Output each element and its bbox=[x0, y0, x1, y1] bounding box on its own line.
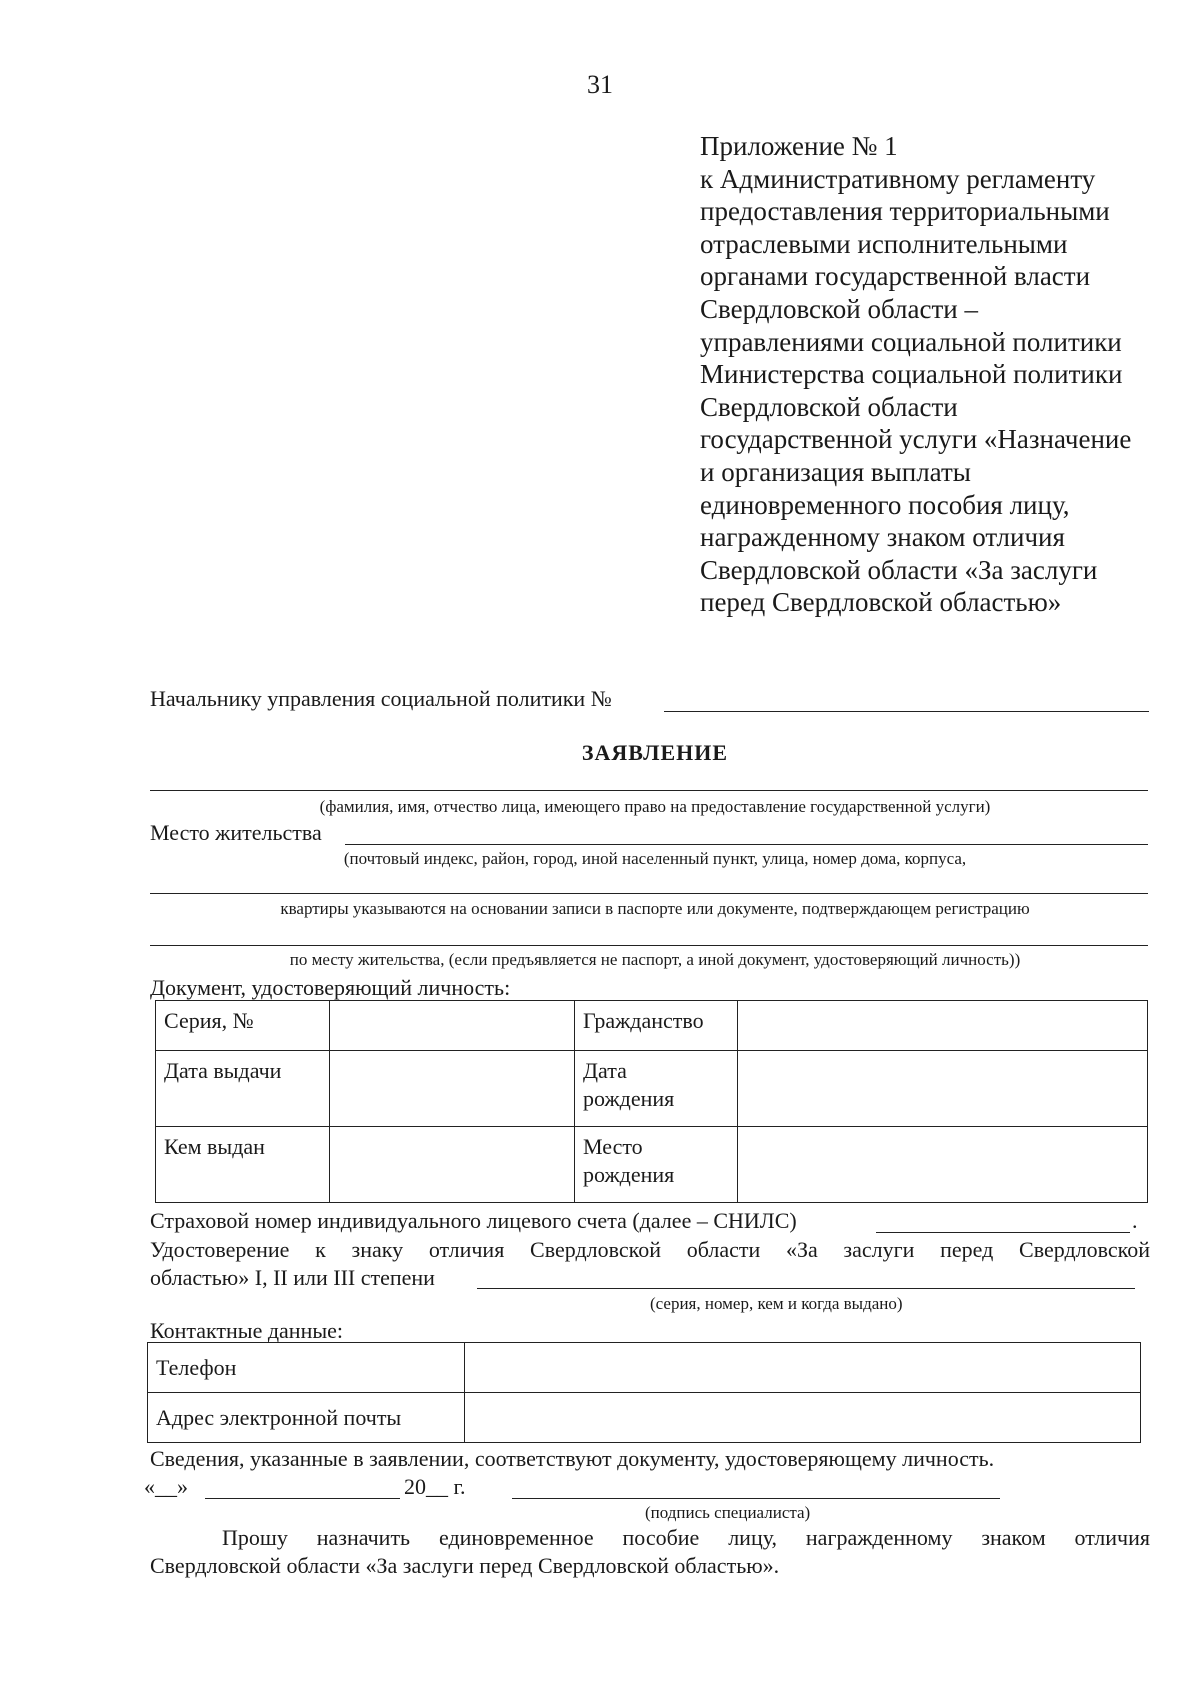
signature-hint: (подпись специалиста) bbox=[645, 1503, 811, 1522]
form-title: ЗАЯВЛЕНИЕ bbox=[581, 740, 729, 765]
addressee-label: Начальнику управления социальной политики № bbox=[150, 686, 612, 711]
citizenship-label: Гражданство bbox=[575, 1001, 738, 1051]
fio-field[interactable] bbox=[150, 790, 1148, 791]
residence-hint-2: квартиры указываются на основании записи в паспорте или документе, подтверждающем регистрацию bbox=[280, 899, 1030, 918]
appendix-line: к Административному регламенту bbox=[700, 163, 1096, 194]
appendix-header bbox=[700, 130, 1131, 619]
birth-place-value[interactable] bbox=[738, 1127, 1148, 1203]
email-label: Адрес электронной почты bbox=[148, 1393, 465, 1443]
certificate-line-2: областью» I, II или III степени bbox=[150, 1265, 435, 1290]
appendix-line: отраслевыми исполнительными bbox=[700, 228, 1068, 259]
birth-place-label-line: Место bbox=[583, 1134, 643, 1159]
appendix-line: Свердловской области – bbox=[700, 293, 978, 324]
phone-label: Телефон bbox=[148, 1343, 465, 1393]
birth-date-label-line: Дата bbox=[583, 1058, 627, 1083]
request-line-2: Свердловской области «За заслуги перед Свердловской областью». bbox=[150, 1553, 780, 1578]
issued-by-value[interactable] bbox=[330, 1127, 575, 1203]
request-line-1: Прошу назначить единовременное пособие лицу, награжденному знаком отличия bbox=[222, 1525, 1150, 1550]
snils-field[interactable] bbox=[876, 1232, 1130, 1233]
residence-hint-1: (почтовый индекс, район, город, иной населенный пункт, улица, номер дома, корпуса, bbox=[343, 849, 967, 868]
page-number: 31 bbox=[587, 70, 613, 99]
issued-by-label: Кем выдан bbox=[156, 1127, 330, 1203]
appendix-line: предоставления территориальными bbox=[700, 196, 1110, 227]
issue-date-value[interactable] bbox=[330, 1051, 575, 1127]
contacts-label: Контактные данные: bbox=[150, 1318, 343, 1343]
birth-date-label-line: рождения bbox=[583, 1086, 675, 1111]
residence-hint-3: по месту жительства, (если предъявляется не паспорт, а иной документ, удостоверяющий личность)) bbox=[289, 950, 1021, 969]
id-doc-label: Документ, удостоверяющий личность: bbox=[150, 975, 511, 1000]
appendix-line: награжденному знаком отличия bbox=[700, 522, 1065, 553]
appendix-line: единовременного пособия лицу, bbox=[700, 489, 1070, 520]
appendix-line: Приложение № 1 bbox=[700, 131, 898, 161]
appendix-line: государственной услуги «Назначение bbox=[700, 424, 1132, 455]
birth-date-value[interactable] bbox=[738, 1051, 1148, 1127]
appendix-line: органами государственной власти bbox=[700, 261, 1091, 292]
id-doc-table bbox=[155, 1000, 1148, 1203]
appendix-line: управлениями социальной политики bbox=[700, 326, 1122, 357]
residence-field[interactable] bbox=[345, 844, 1148, 845]
certificate-hint: (серия, номер, кем и когда выдано) bbox=[650, 1294, 903, 1313]
signature-field[interactable] bbox=[512, 1498, 1000, 1499]
appendix-line: Свердловской области «За заслуги bbox=[700, 554, 1098, 585]
issue-date-label: Дата выдачи bbox=[156, 1051, 330, 1127]
series-value[interactable] bbox=[330, 1001, 575, 1051]
residence-label: Место жительства bbox=[150, 820, 322, 845]
certificate-field[interactable] bbox=[477, 1288, 1135, 1289]
appendix-line: Свердловской области bbox=[700, 391, 958, 422]
birth-place-label bbox=[575, 1127, 738, 1203]
citizenship-value[interactable] bbox=[738, 1001, 1148, 1051]
snils-label: Страховой номер индивидуального лицевого счета (далее – СНИЛС) bbox=[150, 1208, 797, 1233]
series-label: Серия, № bbox=[156, 1001, 330, 1051]
date-year[interactable]: 20__ г. bbox=[404, 1474, 466, 1499]
appendix-line: и организация выплаты bbox=[700, 456, 971, 487]
snils-period: . bbox=[1132, 1208, 1138, 1233]
appendix-line: перед Свердловской областью» bbox=[700, 587, 1062, 618]
birth-place-label-line: рождения bbox=[583, 1162, 675, 1187]
appendix-line: Министерства социальной политики bbox=[700, 359, 1123, 390]
addressee-number-field[interactable] bbox=[664, 711, 1149, 712]
residence-field-3[interactable] bbox=[150, 945, 1148, 946]
fio-hint: (фамилия, имя, отчество лица, имеющего право на предоставление государственной услуги) bbox=[319, 797, 991, 816]
certificate-line-1: Удостоверение к знаку отличия Свердловской области «За заслуги перед Свердловской bbox=[150, 1237, 1150, 1262]
birth-date-label bbox=[575, 1051, 738, 1127]
contacts-table bbox=[147, 1342, 1141, 1443]
date-day[interactable]: «__» bbox=[144, 1474, 188, 1499]
email-value[interactable] bbox=[465, 1393, 1141, 1443]
phone-value[interactable] bbox=[465, 1343, 1141, 1393]
residence-field-2[interactable] bbox=[150, 893, 1148, 894]
verification-text: Сведения, указанные в заявлении, соответствуют документу, удостоверяющему личность. bbox=[150, 1446, 995, 1471]
date-month-field[interactable] bbox=[205, 1498, 400, 1499]
